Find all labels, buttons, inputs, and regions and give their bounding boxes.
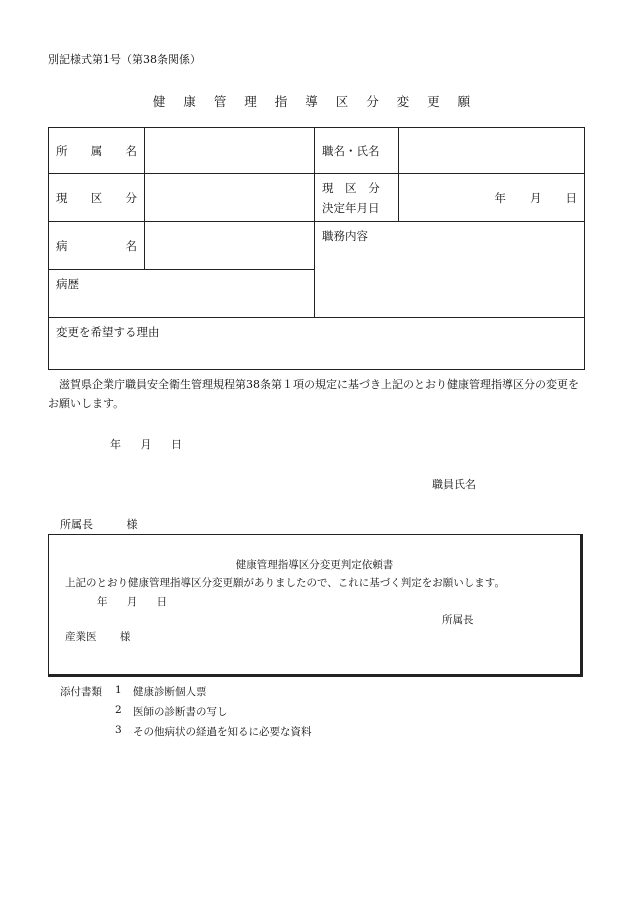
disease-name-label-cell: [49, 222, 145, 270]
disease-name-value-cell[interactable]: [145, 222, 315, 270]
affiliation-label-char-2: 属: [90, 143, 103, 158]
attachment-num-1: 1: [115, 684, 122, 696]
request-body: 上記のとおり健康管理指導区分変更願がありましたので、これに基づく判定をお願いします。: [65, 577, 505, 589]
current-class-char-1: 現: [56, 190, 68, 205]
job-content-cell[interactable]: [315, 222, 585, 318]
decision-date-label-cell: [315, 174, 399, 222]
request-box: [48, 534, 583, 677]
position-name-label: 職名・氏名: [315, 128, 399, 174]
reason-cell[interactable]: [49, 318, 585, 370]
decision-date-label-1: 現 区 分: [322, 180, 380, 195]
medical-history-label: 病歴: [56, 277, 79, 291]
attachments-label: 添付書類: [60, 686, 102, 698]
attachment-text-3: その他病状の経過を知るに必要な資料: [133, 726, 312, 738]
doctor-line: 産業医 様: [65, 631, 131, 643]
attachment-num-3: 3: [115, 724, 122, 736]
disease-name-char-1: 病: [56, 238, 68, 253]
date-month: 月: [530, 190, 542, 205]
disease-name-char-2: 名: [125, 238, 137, 253]
job-content-label: 職務内容: [322, 229, 368, 243]
attachment-num-2: 2: [115, 704, 122, 716]
application-table: [48, 127, 585, 370]
affiliation-label: [56, 143, 137, 159]
current-class-label: [56, 190, 137, 206]
current-class-label-cell: [49, 174, 145, 222]
decision-date-label-2: 決定年月日: [322, 200, 380, 215]
decision-date: [406, 190, 577, 206]
attachment-text-1: 健康診断個人票: [133, 686, 207, 698]
application-date: 年 月 日: [110, 438, 182, 451]
request-title: 健康管理指導区分変更判定依頼書: [235, 559, 394, 571]
current-class-char-3: 分: [125, 190, 137, 205]
request-head-label: 所属長: [442, 614, 474, 626]
affiliation-label-char-3: 名: [125, 143, 137, 158]
disease-name-label: [56, 238, 137, 254]
reason-label: 変更を希望する理由: [56, 325, 160, 339]
decision-date-value-cell[interactable]: [399, 174, 585, 222]
employee-name-label: 職員氏名: [432, 478, 476, 491]
statement-paragraph: 滋賀県企業庁職員安全衛生管理規程第38条第１項の規定に基づき上記のとおり健康管理指導区分の変更をお願いします。: [48, 378, 579, 410]
date-year: 年: [494, 190, 506, 205]
affiliation-label-cell: [49, 128, 145, 174]
form-id: 別記様式第1号（第38条関係）: [48, 53, 201, 66]
request-date: 年 月 日: [97, 596, 168, 608]
position-name-value-cell[interactable]: [399, 128, 585, 174]
affiliation-label-char-1: 所: [56, 143, 68, 158]
affiliation-value-cell[interactable]: [145, 128, 315, 174]
medical-history-cell[interactable]: [49, 270, 315, 318]
page-title: 健 康 管 理 指 導 区 分 変 更 願: [152, 94, 478, 109]
head-addressee: 所属長 様: [60, 518, 138, 531]
current-class-value-cell[interactable]: [145, 174, 315, 222]
current-class-char-2: 区: [90, 190, 103, 205]
attachment-text-2: 医師の診断書の写し: [133, 706, 228, 718]
date-day: 日: [565, 190, 577, 205]
